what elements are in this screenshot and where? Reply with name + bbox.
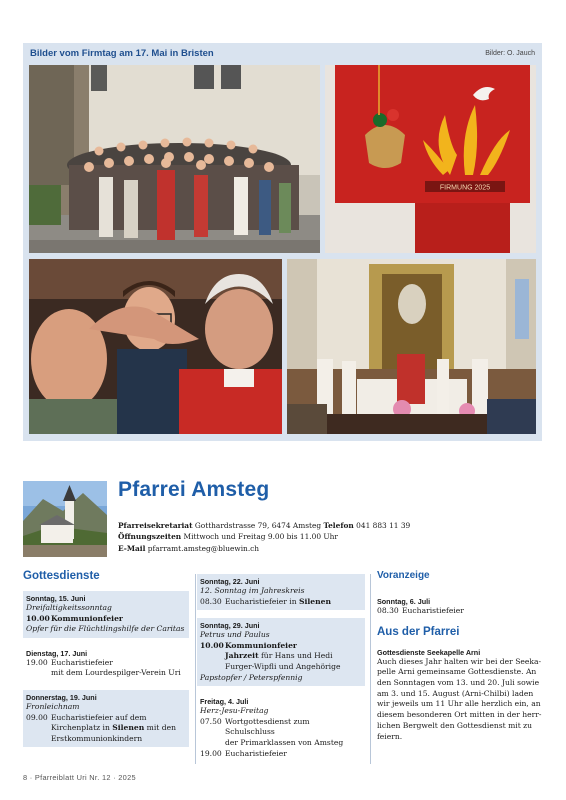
service-time: 19.00	[26, 657, 48, 667]
service-event: Wortgottesdienst zum Schulschluss	[225, 716, 310, 737]
article-line: wir jeweils um 11 Uhr alle herzlich ein, an	[377, 699, 541, 709]
banner-sign: FIRMUNG 2025	[439, 184, 491, 192]
service-time: 08.30	[200, 596, 222, 606]
service-row	[200, 651, 361, 662]
service-feast: Herz-Jesu-Freitag	[200, 706, 269, 716]
service-time: 19.00	[200, 748, 222, 758]
service-date: Sonntag, 22. Juni	[200, 577, 260, 586]
article-line: am 3. und 15. August (Arni-Chilbi) laden	[377, 688, 534, 698]
service-date: Donnerstag, 19. Juni	[26, 692, 97, 702]
service-date: Sonntag, 15. Juni	[26, 594, 86, 603]
column-divider	[370, 574, 371, 764]
page-footer: 8 · Pfarreiblatt Uri Nr. 12 · 2025	[23, 773, 136, 782]
article-line: pelle Arni gemeinsame Gottesdienste. An	[377, 667, 537, 677]
photo-credit: Bilder: O. Jauch	[485, 50, 535, 57]
service-row	[26, 723, 185, 734]
service-event: Eucharistiefeier	[51, 657, 113, 667]
email-label: E-Mail	[118, 543, 146, 553]
phone-number: 041 883 11 39	[356, 521, 411, 530]
hours-label: Öffnungszeiten	[118, 532, 182, 542]
service-detail: Furger-Wipfli und Angehörige	[225, 661, 341, 671]
section-heading-voranzeige: Voranzeige	[377, 570, 430, 581]
service-block	[197, 618, 365, 686]
article-subheading: Gottesdienste Seekapelle Arni	[377, 647, 481, 657]
page-title: Pfarrei Amsteg	[118, 478, 270, 501]
service-row	[200, 717, 361, 738]
column-gottesdienste	[23, 570, 189, 747]
service-event: Kommunionfeier	[51, 613, 123, 623]
secretariat-address: Gotthardstrasse 79, 6474 Amsteg	[194, 521, 322, 530]
service-block	[23, 591, 189, 638]
parish-contact	[118, 520, 410, 554]
article-body	[377, 657, 543, 743]
article-line: den Sonntagen vom 13. und 20. Juli sowie	[377, 678, 540, 687]
preview-block	[377, 597, 543, 617]
section-heading-gottesdienste: Gottesdienste	[23, 570, 100, 582]
banner-photo	[325, 65, 536, 253]
column-voranzeige	[377, 570, 543, 742]
service-date: Dienstag, 17. Juni	[26, 648, 88, 658]
phone-label: Telefon	[323, 521, 354, 530]
service-event: Eucharistiefeier in Silenen	[225, 596, 332, 606]
service-offering: Papstopfer / Peterspfennig	[200, 672, 303, 682]
article-line: feiern.	[377, 731, 403, 741]
service-row	[26, 734, 185, 745]
office-hours: Mittwoch und Freitag 9.00 bis 11.00 Uhr	[183, 532, 338, 542]
photo-panel	[23, 43, 542, 441]
service-row	[26, 614, 185, 625]
service-event: Eucharistiefeier	[402, 606, 464, 615]
service-block	[197, 574, 365, 610]
service-block	[23, 690, 189, 747]
service-offering: Opfer für die Flüchtlingshilfe der Caritas	[26, 624, 185, 634]
service-feast: Petrus und Paulus	[200, 630, 270, 640]
service-detail: Erstkommunionkindern	[51, 733, 143, 743]
service-date: Freitag, 4. Juli	[200, 697, 249, 707]
service-feast: Dreifaltigkeitssonntag	[26, 603, 112, 612]
panel-title: Bilder vom Firmtag am 17. Mai in Bristen	[30, 48, 214, 59]
service-row	[26, 713, 185, 724]
service-time: 10.00	[26, 613, 50, 623]
service-feast: 12. Sonntag im Jahreskreis	[200, 586, 305, 595]
service-row	[377, 606, 543, 617]
service-row	[200, 738, 361, 749]
service-date: Sonntag, 29. Juni	[200, 621, 260, 631]
service-row	[200, 662, 361, 673]
service-detail: der Primarklassen von Amsteg	[225, 737, 344, 747]
service-block	[23, 646, 189, 682]
service-row	[200, 749, 361, 760]
service-row	[26, 658, 185, 669]
column-services-continued	[197, 574, 365, 762]
service-detail: Kirchenplatz in Silenen mit den	[51, 723, 177, 733]
section-heading-aus-der-pfarrei: Aus der Pfarrei	[377, 625, 460, 638]
service-event: Eucharistiefeier auf dem	[51, 712, 147, 722]
service-time: 09.00	[26, 712, 48, 722]
service-time: 08.30	[377, 606, 399, 615]
service-time: 07.50	[200, 716, 222, 726]
secretariat-label: Pfarreisekretariat	[118, 521, 193, 530]
service-row	[200, 641, 361, 652]
service-date: Sonntag, 6. Juli	[377, 597, 431, 606]
article-line: Auch dieses Jahr halten wir bei der Seeka-	[377, 656, 542, 666]
article-line: lichen Bergwelt den Gottesdienst mit zu	[377, 720, 533, 730]
service-row	[26, 668, 185, 679]
church-photo	[23, 481, 107, 557]
group-photo	[29, 65, 320, 253]
service-detail: Jahrzeit für Hans und Hedi	[225, 651, 333, 661]
service-time: 10.00	[200, 640, 224, 650]
service-event: Eucharistiefeier	[225, 748, 287, 758]
service-detail: mit dem Lourdespilger-Verein Uri	[51, 668, 181, 678]
service-block	[197, 694, 365, 762]
column-divider	[195, 574, 196, 764]
altar-photo	[287, 259, 536, 434]
service-feast: Fronleichnam	[26, 701, 80, 711]
email-link[interactable]: pfarramt.amsteg@bluewin.ch	[147, 543, 260, 553]
article-line: diesem besonderen Ort mitten in der herr-	[377, 710, 542, 720]
service-row	[200, 597, 361, 608]
service-event: Kommunionfeier	[225, 640, 297, 650]
confirmation-photo	[29, 259, 282, 434]
